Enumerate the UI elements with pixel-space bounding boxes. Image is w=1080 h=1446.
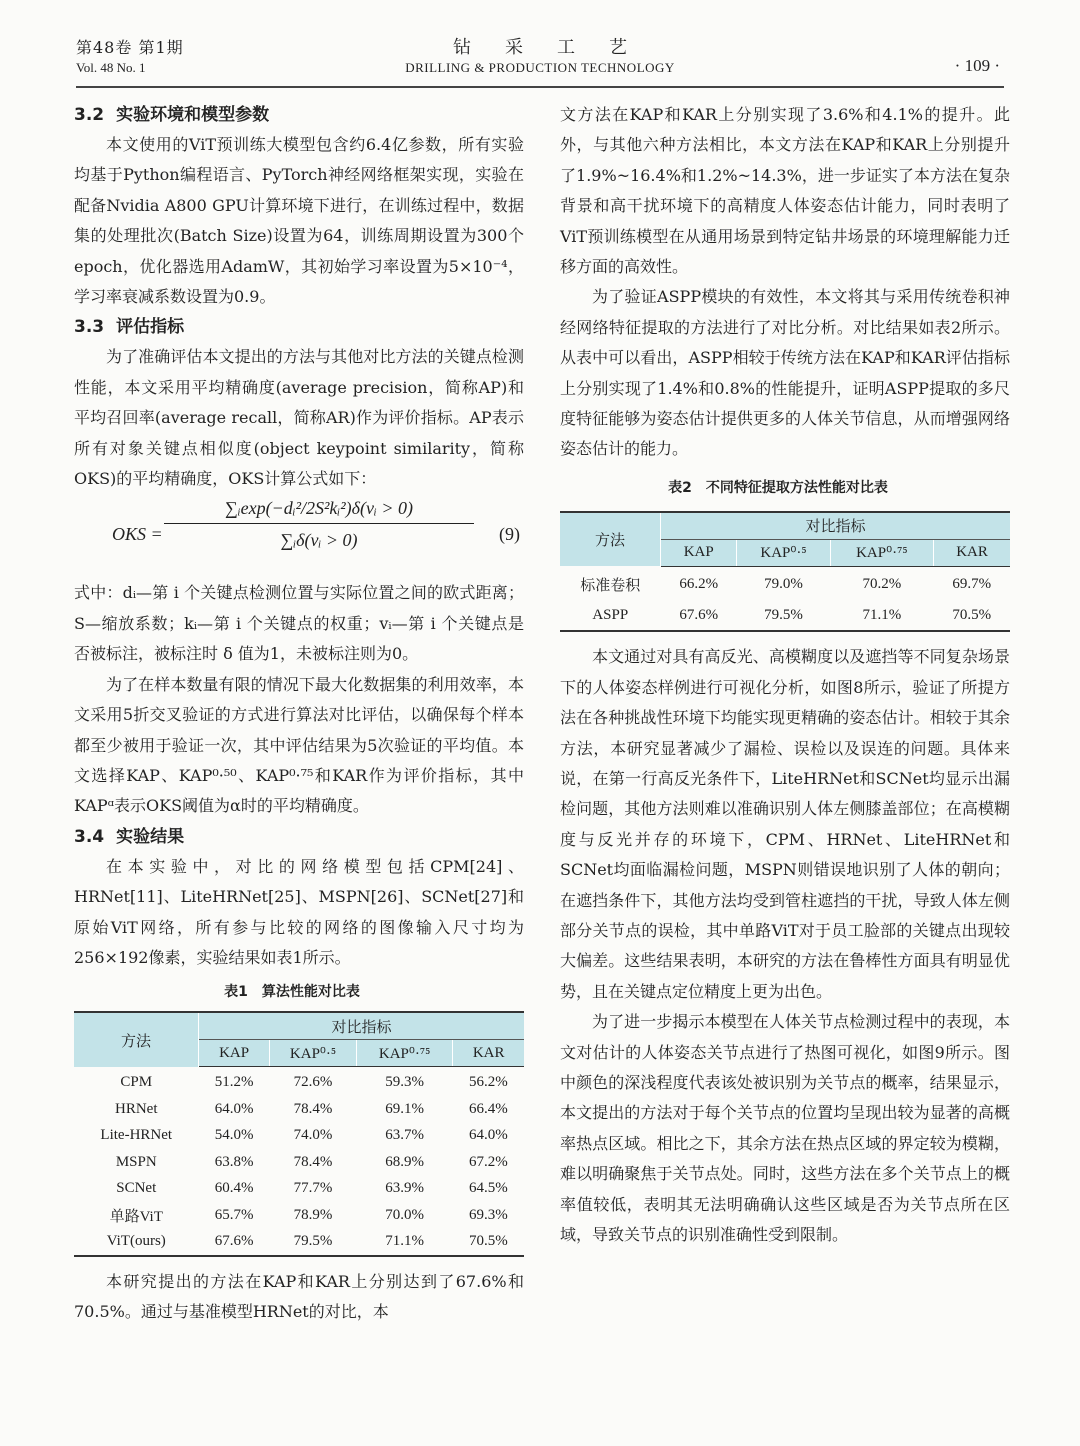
paragraph: 在本实验中，对比的网络模型包括CPM[24]、HRNet[11]、LiteHRNet[25]、MSPN[26]、SCNet[27]和原始ViT网络，所有参与比较的网络的图像输入尺寸均为256×192像素，实验结果如表1所示。: [74, 856, 524, 967]
table-header-col: KAP⁰·⁵: [270, 1040, 357, 1067]
header-rule: [76, 86, 1004, 88]
table-row: [560, 600, 1010, 631]
table-cell: 64.0%: [214, 1100, 254, 1117]
journal-title-en: DRILLING & PRODUCTION TECHNOLOGY: [405, 60, 675, 75]
table-cell: 70.5%: [453, 1228, 524, 1256]
section-heading: [74, 312, 524, 342]
table1: [74, 1011, 524, 1257]
table-header-group: 对比指标: [199, 1012, 525, 1040]
paragraph: 本文通过对具有高反光、高模糊度以及遮挡等不同复杂场景下的人体姿态样例进行可视化分析，如图8所示，验证了所提方法在各种挑战性环境下均能实现更精确的姿态估计。相较于其余方法，本研究显著减少了漏检、误检以及误连的问题。具体来说，在第一行高反光条件下，LiteHRNet和SCNet均显示出漏检问题，其他方法则难以准确识别人体左侧膝盖部位；在高模糊度与反光并存的环境下，CPM、HRNet、LiteHRNet和SCNet均面临漏检问题，MSPN则错误地识别了人体的朝向；在遮挡条件下，其他方法均受到管柱遮挡的干扰，导致人体左侧部分关节点的误检，其中单路ViT对于员工脸部的关键点出现较大偏差。这些结果表明，本研究的方法在鲁棒性方面具有明显优势，且在关键点定位精度上更为出色。: [560, 647, 1010, 1001]
table-cell: 71.1%: [830, 600, 933, 631]
table-cell: 56.2%: [469, 1074, 508, 1091]
table-cell: 69.7%: [952, 576, 992, 593]
table-row: [74, 1149, 524, 1176]
table-cell-method: ASPP: [560, 600, 661, 631]
table-cell: 66.2%: [679, 576, 719, 593]
table-cell: 79.0%: [764, 576, 803, 593]
equation-fraction: [164, 498, 474, 551]
table-cell-method: HRNet: [115, 1100, 158, 1117]
volume-issue-en: Vol. 48 No. 1: [76, 60, 146, 75]
table-row: [74, 1067, 524, 1096]
equation-numerator: ∑ᵢexp(−dᵢ²/2S²kᵢ²)δ(vᵢ > 0): [164, 498, 474, 524]
table-cell-method: ViT(ours): [74, 1228, 199, 1256]
table-cell: 68.9%: [385, 1153, 424, 1170]
table-cell: 67.2%: [469, 1153, 508, 1170]
paragraph: 本研究提出的方法在KAP和KAR上分别达到了67.6%和70.5%。通过与基准模型HRNet的对比，本: [74, 1271, 524, 1322]
section-title: 实验结果: [116, 826, 185, 847]
right-column: [560, 100, 1010, 1251]
table-cell: 77.7%: [293, 1180, 333, 1197]
table2-caption: [560, 465, 1010, 511]
table-row: [74, 1096, 524, 1123]
table-header-col: KAP: [661, 539, 737, 566]
table-cell-method: Lite-HRNet: [100, 1127, 173, 1144]
table-cell: 69.1%: [385, 1100, 424, 1117]
table-header-col: KAR: [453, 1040, 524, 1067]
table-cell: 79.5%: [270, 1228, 357, 1256]
journal-title-cn: 钻采工艺: [453, 37, 661, 58]
table-row: [74, 1122, 524, 1149]
spacer: [74, 1257, 524, 1267]
volume-issue-cn: 第48卷 第1期: [76, 38, 184, 57]
table-cell: 78.4%: [293, 1153, 333, 1170]
table-cell: 63.8%: [214, 1153, 254, 1170]
table-header-method: 方法: [560, 512, 661, 567]
table-cell: 51.2%: [214, 1074, 254, 1091]
table-cell: 63.9%: [385, 1180, 424, 1197]
section-number: 3.2: [74, 105, 105, 125]
table-cell: 64.5%: [469, 1180, 508, 1197]
table-header-group: 对比指标: [661, 512, 1011, 540]
table-caption-title: 算法性能对比表: [261, 984, 360, 1001]
table-header-col: KAP⁰·⁵: [737, 539, 830, 566]
table-cell: 70.2%: [862, 576, 902, 593]
table-cell: 78.9%: [293, 1206, 333, 1223]
table-cell: 79.5%: [737, 600, 830, 631]
page-number: · 109 ·: [954, 56, 1000, 75]
table-cell: 65.7%: [214, 1206, 254, 1223]
equation-denominator: ∑ᵢδ(vᵢ > 0): [280, 530, 358, 551]
table-cell: 69.3%: [469, 1206, 508, 1223]
section-number: 3.3: [74, 317, 105, 338]
table-caption-title: 不同特征提取方法性能对比表: [705, 479, 888, 496]
page-header: [0, 0, 1080, 90]
table-header-col: KAP: [199, 1040, 270, 1067]
table-cell-method: 单路ViT: [109, 1208, 163, 1225]
table-cell: 67.6%: [199, 1228, 270, 1256]
table-cell: 66.4%: [469, 1100, 508, 1117]
table-cell-method: CPM: [120, 1073, 153, 1090]
table-cell-method: MSPN: [115, 1153, 157, 1170]
table-cell: 71.1%: [356, 1228, 452, 1256]
table-cell: 78.4%: [293, 1100, 333, 1117]
table-header-col: KAR: [934, 539, 1010, 566]
table-cell: 59.3%: [385, 1074, 424, 1091]
equation-lhs: OKS =: [112, 524, 163, 545]
table-cell: 60.4%: [214, 1180, 254, 1197]
table-cell-method: SCNet: [116, 1180, 157, 1197]
table2: [560, 511, 1010, 633]
table-cell: 67.6%: [661, 600, 737, 631]
table-cell-method: 标准卷积: [580, 577, 641, 594]
section-number: 3.4: [74, 826, 105, 847]
table-cell: 63.7%: [385, 1127, 424, 1144]
paragraph: 为了准确评估本文提出的方法与其他对比方法的关键点检测性能，本文采用平均精确度(average precision，简称AP)和平均召回率(average recall，简称AR)作为评价指标。AP表示所有对象关键点相似度(object keypoint similarity，简称OKS)的平均精确度，OKS计算公式如下：: [74, 347, 524, 489]
paragraph: 为了进一步揭示本模型在人体关节点检测过程中的表现，本文对估计的人体姿态关节点进行了热图可视化，如图9所示。图中颜色的深浅程度代表该处被识别为关节点的概率，结果显示，本文提出的方法对于每个关节点的位置均呈现出较为显著的高概率热点区域。相比之下，其余方法在热点区域的界定较为模糊，难以明确聚焦于关节点处。同时，这些方法在多个关节点上的概率值较低，表明其无法明确确认这些区域是否为关节点所在区域，导致关节点的识别准确性受到限制。: [560, 1012, 1010, 1245]
section-heading: [74, 100, 524, 130]
equation-number: (9): [499, 524, 520, 545]
table-row: [560, 566, 1010, 600]
table-cell: 64.0%: [469, 1127, 508, 1144]
spacer: [560, 632, 1010, 642]
table-cell: 74.0%: [293, 1127, 333, 1144]
paragraph: 为了在样本数量有限的情况下最大化数据集的利用效率，本文采用5折交叉验证的方式进行算法对比评估，以确保每个样本都至少被用于验证一次，其中评估结果为5次验证的平均值。本文选择KAP、KAP⁰·⁵⁰、KAP⁰·⁷⁵和KAR作为评价指标，其中KAPᵅ表示OKS阈值为α时的平均精确度。: [74, 674, 524, 816]
table-caption-number: 表1: [224, 984, 248, 1001]
paragraph: 本文使用的ViT预训练大模型包含约6.4亿参数，所有实验均基于Python编程语言、PyTorch神经网络框架实现，实验在配备Nvidia A800 GPU计算环境下进行，在训练过程中，数据集的处理批次(Batch Size)设置为64，训练周期设置为300个epoch，优化器选用AdamW，其初始学习率设置为5×10⁻⁴，学习率衰减系数设置为0.9。: [74, 135, 524, 307]
section-title: 评估指标: [116, 317, 185, 338]
section-title: 实验环境和模型参数: [116, 105, 270, 125]
table-header-col: KAP⁰·⁷⁵: [830, 539, 933, 566]
table-caption-number: 表2: [668, 479, 692, 496]
paragraph: 文方法在KAP和KAR上分别实现了3.6%和4.1%的提升。此外，与其他六种方法相比，本文方法在KAP和KAR上分别提升了1.9%~16.4%和1.2%~14.3%，进一步证实了本方法在复杂背景和高干扰环境下的高精度人体姿态估计能力，同时表明了ViT预训练模型在从通用场景到特定钻井场景的环境理解能力迁移方面的高效性。: [560, 105, 1010, 277]
table-cell: 72.6%: [293, 1074, 333, 1091]
table-cell: 54.0%: [214, 1127, 254, 1144]
table1-caption: [74, 973, 524, 1011]
paragraph: 式中：dᵢ—第 i 个关键点检测位置与实际位置之间的欧式距离；S—缩放系数；kᵢ—第 i 个关键点的权重；vᵢ—第 i 个关键点是否被标注，被标注时 δ 值为1，未被标注则为0。: [74, 583, 524, 664]
table-header-method: 方法: [74, 1012, 199, 1067]
table-cell: 70.5%: [934, 600, 1010, 631]
left-column: [74, 100, 524, 1328]
paragraph: 为了验证ASPP模块的有效性，本文将其与采用传统卷积神经网络特征提取的方法进行了对比分析。对比结果如表2所示。从表中可以看出，ASPP相较于传统方法在KAP和KAR评估指标上分别实现了1.4%和0.8%的性能提升，证明ASPP提取的多尺度特征能够为姿态估计提供更多的人体关节信息，从而增强网络姿态估计的能力。: [560, 287, 1010, 459]
section-heading: [74, 822, 524, 852]
table-cell: 70.0%: [385, 1206, 424, 1223]
equation: [74, 494, 524, 578]
table-row: [74, 1202, 524, 1229]
table-row: [74, 1175, 524, 1202]
table-header-col: KAP⁰·⁷⁵: [356, 1040, 452, 1067]
table-row: [74, 1228, 524, 1256]
